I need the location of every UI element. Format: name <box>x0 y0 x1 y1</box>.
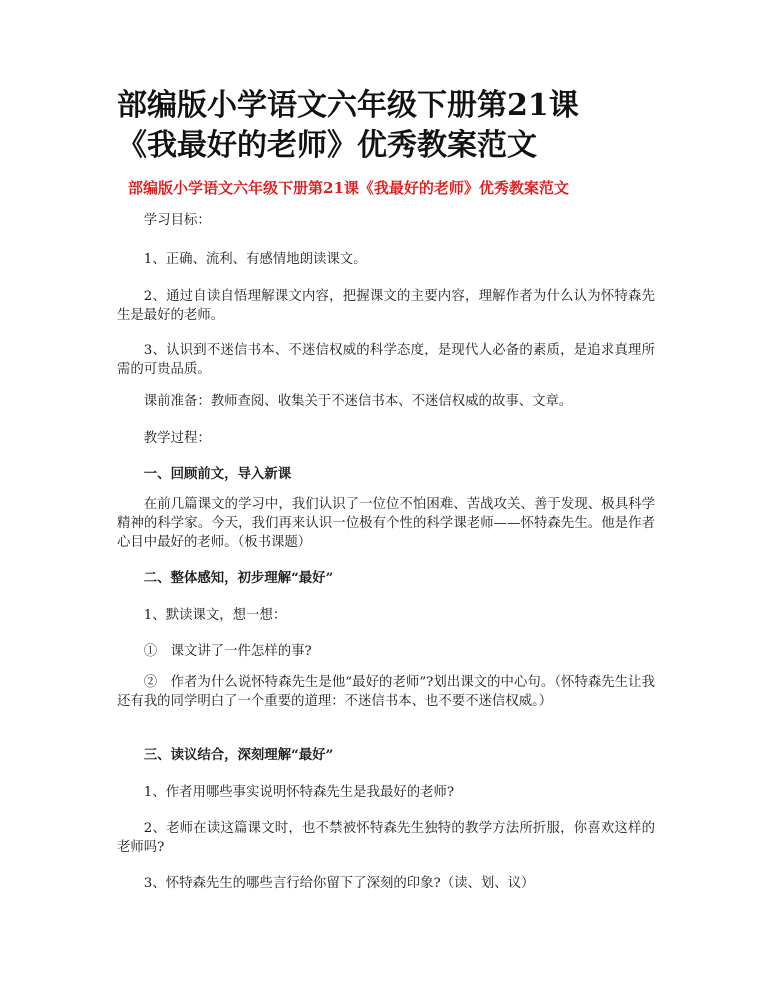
document-subtitle: 部编版小学语文六年级下册第21课《我最好的老师》优秀教案范文 <box>128 179 569 197</box>
paragraph-discussion-2: 2、老师在读这篇课文时，也不禁被怀特森先生独特的教学方法所折服，你喜欢这样的老师吗? <box>117 821 655 855</box>
paragraph-task-1: 1、默读课文，想一想： <box>143 608 287 623</box>
section-heading-1: 一、回顾前文，导入新课 <box>143 466 292 482</box>
paragraph-goal-2: 2、通过自读自悟理解课文内容，把握课文的主要内容，理解作者为什么认为怀特森先生是最好的老师。 <box>117 289 655 323</box>
document-title-line-2: 《我最好的老师》优秀教案范文 <box>117 128 537 163</box>
document-title <box>117 86 677 166</box>
paragraph-question-1: ① 课文讲了一件怎样的事? <box>143 644 312 659</box>
paragraph-discussion-1: 1、作者用哪些事实说明怀特森先生是我最好的老师? <box>143 785 455 800</box>
document-title-line-1: 部编版小学语文六年级下册第21课 <box>117 88 579 123</box>
paragraph-learning-goals-heading: 学习目标： <box>143 213 211 228</box>
paragraph-goal-3: 3、认识到不迷信书本、不迷信权威的科学态度，是现代人必备的素质，是追求真理所需的可贵品质。 <box>117 343 655 377</box>
paragraph-process-heading: 教学过程： <box>143 431 211 446</box>
paragraph-intro: 在前几篇课文的学习中，我们认识了一位位不怕困难、苦战攻关、善于发现、极具科学精神的科学家。今天，我们再来认识一位极有个性的科学课老师——怀特森先生。他是作者心目中最好的老师。（板书课题） <box>117 497 655 550</box>
section-heading-3: 三、读议结合，深刻理解“最好” <box>143 747 334 763</box>
paragraph-goal-1: 1、正确、流利、有感情地朗读课文。 <box>143 252 367 267</box>
paragraph-preparation: 课前准备：教师查阅、收集关于不迷信书本、不迷信权威的故事、文章。 <box>143 394 573 409</box>
paragraph-discussion-3: 3、怀特森先生的哪些言行给你留下了深刻的印象?（读、划、议） <box>143 876 535 891</box>
paragraph-question-2: ② 作者为什么说怀特森先生是他“最好的老师”?划出课文的中心句。（怀特森先生让我还有我的同学明白了一个重要的道理：不迷信书本、也不要不迷信权威。） <box>117 675 655 709</box>
section-heading-2: 二、整体感知，初步理解“最好” <box>143 570 334 586</box>
